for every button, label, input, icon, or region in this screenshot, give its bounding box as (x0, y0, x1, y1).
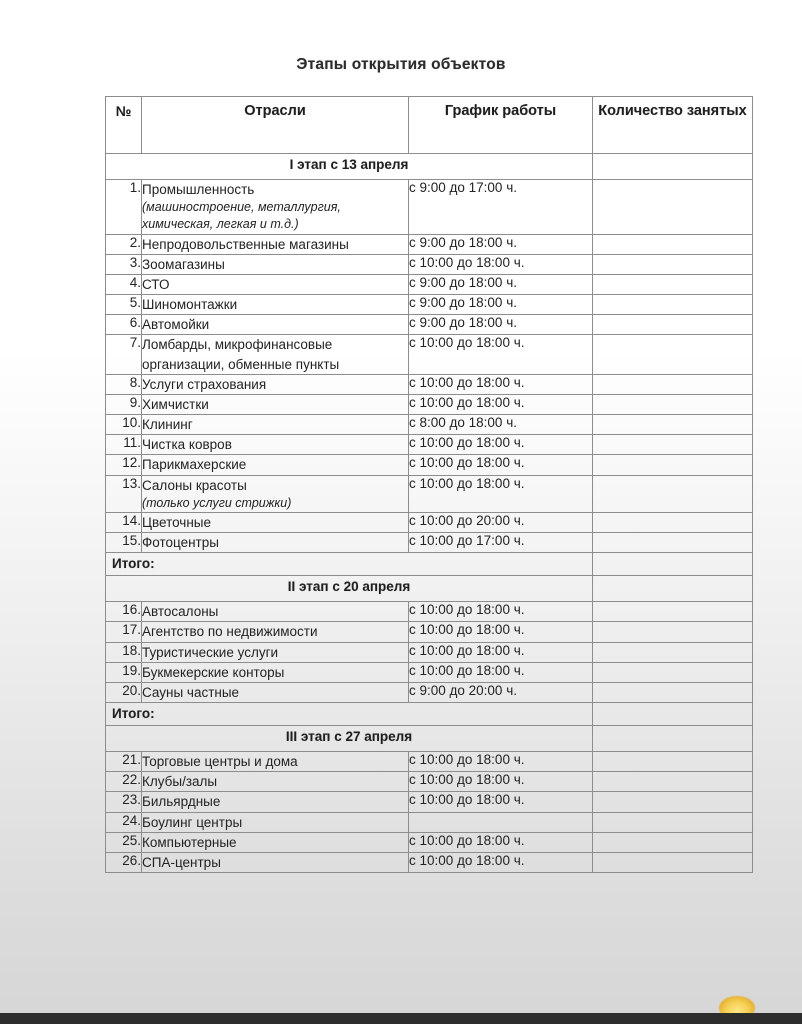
cell-schedule: с 10:00 до 18:00 ч. (409, 792, 593, 812)
stage-heading-row (106, 154, 753, 180)
cell-industry (142, 475, 409, 512)
cell-employed-count (593, 792, 753, 812)
industry-label: Фотоцентры (142, 535, 219, 551)
table-header-row (106, 97, 753, 154)
cell-number: 8. (106, 374, 142, 394)
cell-schedule: с 10:00 до 18:00 ч. (409, 475, 593, 512)
cell-number: 19. (106, 662, 142, 682)
cell-industry (142, 602, 409, 622)
cell-schedule: с 10:00 до 18:00 ч. (409, 622, 593, 642)
table-row (106, 792, 753, 812)
cell-industry (142, 315, 409, 335)
table-row (106, 772, 753, 792)
table-row (106, 455, 753, 475)
industry-label: Чистка ковров (142, 437, 232, 453)
industry-label: Агентство по недвижимости (142, 624, 318, 640)
cell-number: 22. (106, 772, 142, 792)
cell-schedule: с 10:00 до 18:00 ч. (409, 335, 593, 374)
cell-industry (142, 622, 409, 642)
table-row (106, 682, 753, 702)
cell-schedule: с 9:00 до 18:00 ч. (409, 274, 593, 294)
cell-industry (142, 295, 409, 315)
cell-employed-count (593, 475, 753, 512)
cell-number: 18. (106, 642, 142, 662)
cell-number: 13. (106, 475, 142, 512)
cell-schedule: с 9:00 до 18:00 ч. (409, 234, 593, 254)
cell-number: 6. (106, 315, 142, 335)
cell-industry (142, 455, 409, 475)
cell-number: 23. (106, 792, 142, 812)
cell-employed-count (593, 234, 753, 254)
cell-schedule (409, 812, 593, 832)
cell-schedule: с 10:00 до 18:00 ч. (409, 752, 593, 772)
cell-industry (142, 533, 409, 553)
industry-label: Клининг (142, 417, 193, 433)
industry-label: Автомойки (142, 317, 210, 333)
stage-heading-label: II этап с 20 апреля (106, 576, 593, 602)
cell-employed-count (593, 315, 753, 335)
industry-label: Туристические услуги (142, 644, 279, 660)
stage-heading-label: I этап с 13 апреля (106, 154, 593, 180)
cell-schedule: с 10:00 до 20:00 ч. (409, 512, 593, 532)
cell-number: 25. (106, 832, 142, 852)
table-row (106, 335, 753, 374)
table-row (106, 475, 753, 512)
cell-employed-count (593, 394, 753, 414)
cell-employed-count (593, 533, 753, 553)
column-header-number: № (106, 97, 142, 154)
cell-industry (142, 832, 409, 852)
cell-industry (142, 752, 409, 772)
industry-label: Непродовольственные магазины (142, 236, 349, 252)
cell-schedule: с 10:00 до 18:00 ч. (409, 832, 593, 852)
cell-industry (142, 812, 409, 832)
cell-schedule: с 10:00 до 18:00 ч. (409, 852, 593, 872)
cell-number: 4. (106, 274, 142, 294)
cell-industry (142, 335, 409, 374)
total-row (106, 703, 753, 726)
table-row (106, 315, 753, 335)
cell-employed-count (593, 662, 753, 682)
total-count-cell (593, 703, 753, 726)
table-row (106, 512, 753, 532)
cell-employed-count (593, 295, 753, 315)
industry-label: Зоомагазины (142, 256, 225, 272)
table-row (106, 394, 753, 414)
cell-industry (142, 415, 409, 435)
cell-industry (142, 180, 409, 235)
cell-employed-count (593, 374, 753, 394)
industry-label: Автосалоны (142, 604, 219, 620)
cell-number: 7. (106, 335, 142, 374)
total-count-cell (593, 553, 753, 576)
cell-number: 5. (106, 295, 142, 315)
table-row (106, 415, 753, 435)
industry-label: Бильярдные (142, 794, 221, 810)
column-header-industries: Отрасли (142, 97, 409, 154)
cell-industry (142, 394, 409, 414)
cell-number: 21. (106, 752, 142, 772)
cell-employed-count (593, 642, 753, 662)
cell-employed-count (593, 772, 753, 792)
cell-employed-count (593, 602, 753, 622)
cell-industry (142, 435, 409, 455)
stage-heading-count-cell (593, 576, 753, 602)
cell-number: 20. (106, 682, 142, 702)
cell-number: 15. (106, 533, 142, 553)
cell-number: 26. (106, 852, 142, 872)
industry-label: Боулинг центры (142, 814, 243, 830)
cell-schedule: с 10:00 до 18:00 ч. (409, 394, 593, 414)
industry-note: (машиностроение, металлургия, химическая, легкая и т.д.) (142, 200, 341, 232)
cell-schedule: с 10:00 до 18:00 ч. (409, 374, 593, 394)
cell-employed-count (593, 415, 753, 435)
cell-industry (142, 682, 409, 702)
cell-industry (142, 662, 409, 682)
industry-label: Ломбарды, микрофинансовые организации, обменные пункты (142, 337, 340, 372)
cell-employed-count (593, 512, 753, 532)
table-row (106, 374, 753, 394)
cell-industry (142, 254, 409, 274)
total-row (106, 553, 753, 576)
industry-label: Торговые центры и дома (142, 754, 298, 770)
cell-employed-count (593, 254, 753, 274)
bottom-chrome-bar (0, 1013, 802, 1024)
cell-schedule: с 10:00 до 17:00 ч. (409, 533, 593, 553)
cell-schedule: с 9:00 до 20:00 ч. (409, 682, 593, 702)
table-header (106, 97, 753, 154)
cell-number: 14. (106, 512, 142, 532)
cell-industry (142, 234, 409, 254)
table-row (106, 642, 753, 662)
table-row (106, 435, 753, 455)
total-label: Итого: (106, 703, 593, 726)
cell-number: 17. (106, 622, 142, 642)
cell-schedule: с 10:00 до 18:00 ч. (409, 254, 593, 274)
cell-industry (142, 772, 409, 792)
table-row (106, 274, 753, 294)
cell-schedule: с 10:00 до 18:00 ч. (409, 642, 593, 662)
stage-heading-label: III этап с 27 апреля (106, 726, 593, 752)
cell-industry (142, 792, 409, 812)
stage-heading-count-cell (593, 726, 753, 752)
cell-employed-count (593, 832, 753, 852)
cell-number: 2. (106, 234, 142, 254)
table-row (106, 622, 753, 642)
cell-industry (142, 642, 409, 662)
schedule-table (105, 96, 753, 873)
cell-number: 24. (106, 812, 142, 832)
table-row (106, 254, 753, 274)
table-row (106, 852, 753, 872)
stage-heading-row (106, 726, 753, 752)
table-row (106, 180, 753, 235)
industry-label: Парикмахерские (142, 457, 247, 473)
cell-schedule: с 10:00 до 18:00 ч. (409, 602, 593, 622)
industry-label: Услуги страхования (142, 376, 267, 392)
industry-label: Шиномонтажки (142, 297, 238, 313)
table-row (106, 752, 753, 772)
industry-label: Цветочные (142, 514, 212, 530)
cell-schedule: с 9:00 до 18:00 ч. (409, 315, 593, 335)
page-title: Этапы открытия объектов (296, 56, 506, 73)
industry-note: (только услуги стрижки) (142, 495, 292, 510)
industry-label: Клубы/залы (142, 774, 218, 790)
cell-employed-count (593, 752, 753, 772)
cell-schedule: с 9:00 до 17:00 ч. (409, 180, 593, 235)
table-row (106, 295, 753, 315)
cell-schedule: с 10:00 до 18:00 ч. (409, 455, 593, 475)
industry-label: Промышленность (142, 182, 255, 197)
column-header-schedule: График работы (409, 97, 593, 154)
table-row (106, 662, 753, 682)
cell-schedule: с 10:00 до 18:00 ч. (409, 772, 593, 792)
cell-number: 16. (106, 602, 142, 622)
cell-employed-count (593, 274, 753, 294)
cell-industry (142, 274, 409, 294)
cell-employed-count (593, 180, 753, 235)
cell-number: 9. (106, 394, 142, 414)
industry-label: СПА-центры (142, 854, 221, 870)
cell-employed-count (593, 455, 753, 475)
cell-industry (142, 374, 409, 394)
table-row (106, 234, 753, 254)
stage-heading-count-cell (593, 154, 753, 180)
cell-number: 11. (106, 435, 142, 455)
industry-label: Компьютерные (142, 834, 237, 850)
industry-label: Сауны частные (142, 684, 240, 700)
table-row (106, 602, 753, 622)
cell-number: 1. (106, 180, 142, 235)
cell-number: 12. (106, 455, 142, 475)
table-row (106, 832, 753, 852)
cell-number: 10. (106, 415, 142, 435)
table-body (106, 154, 753, 873)
cell-schedule: с 10:00 до 18:00 ч. (409, 435, 593, 455)
cell-employed-count (593, 435, 753, 455)
column-header-employed-count: Количество занятых (593, 97, 753, 154)
cell-employed-count (593, 622, 753, 642)
industry-label: СТО (142, 276, 170, 292)
schedule-table-container (105, 96, 752, 873)
cell-schedule: с 8:00 до 18:00 ч. (409, 415, 593, 435)
table-row (106, 812, 753, 832)
cell-employed-count (593, 812, 753, 832)
cell-number: 3. (106, 254, 142, 274)
cell-employed-count (593, 682, 753, 702)
cell-schedule: с 10:00 до 18:00 ч. (409, 662, 593, 682)
cell-industry (142, 852, 409, 872)
industry-label: Химчистки (142, 396, 209, 412)
industry-label: Салоны красоты (142, 477, 247, 493)
cell-employed-count (593, 335, 753, 374)
industry-label: Букмекерские конторы (142, 664, 285, 680)
cell-employed-count (593, 852, 753, 872)
total-label: Итого: (106, 553, 593, 576)
table-row (106, 533, 753, 553)
stage-heading-row (106, 576, 753, 602)
cell-schedule: с 9:00 до 18:00 ч. (409, 295, 593, 315)
cell-industry (142, 512, 409, 532)
